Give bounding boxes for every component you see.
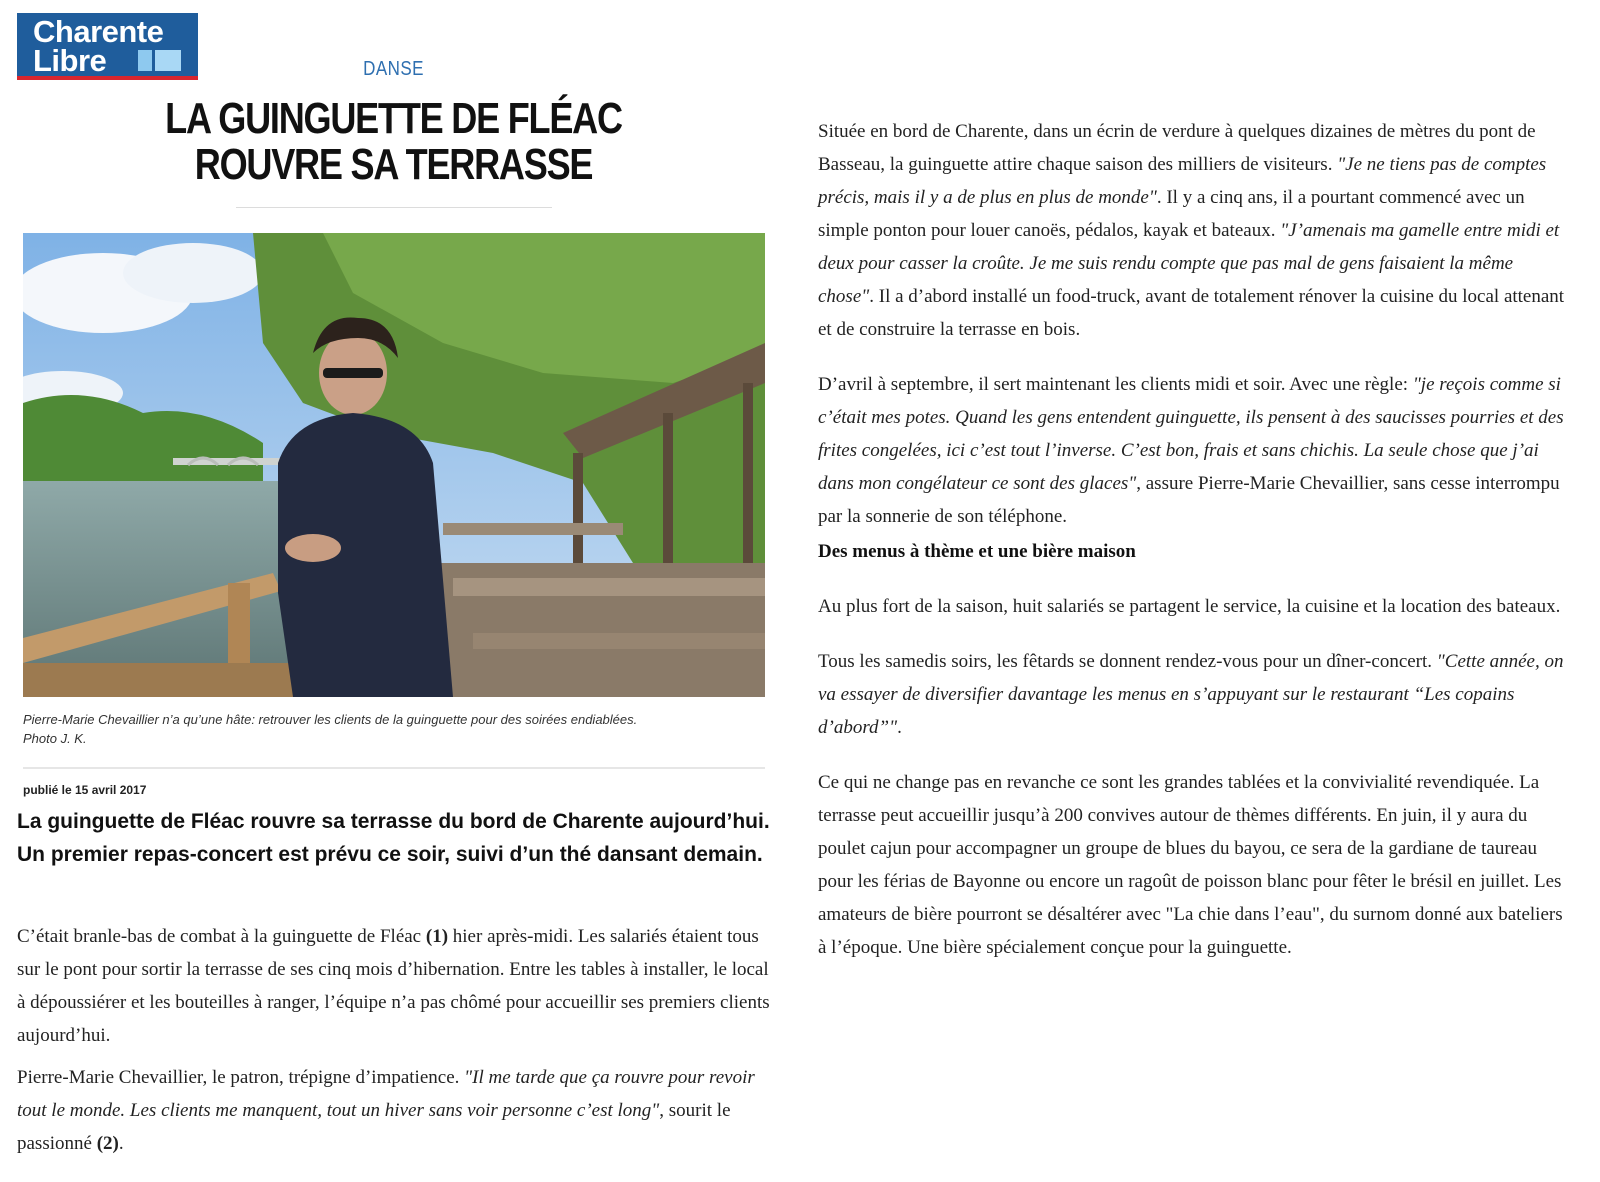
paragraph-5: Au plus fort de la saison, huit salariés se partagent le service, la cuisine et la location des bateaux. bbox=[818, 596, 1561, 617]
photo-illustration bbox=[23, 233, 765, 697]
paragraph-1: C’était branle-bas de combat à la guinguette de Fléac (1) hier après-midi. Les salariés étaient tous sur le pont pour sortir la terrasse de ses cinq mois d’hibernation. Entre les tables à installer, le local à dépoussiérer et les bouteilles à ranger, l’équipe n’a pas chômé pour accueillir ses premiers clients aujourd’hui. bbox=[17, 926, 770, 1046]
quote: "J’amenais ma gamelle entre midi et deux pour casser la croûte. Je me suis rendu compte que pas mal de gens faisaient la même chose" bbox=[818, 220, 1560, 307]
paragraph-6: Tous les samedis soirs, les fêtards se donnent rendez-vous pour un dîner-concert. "Cette année, on va essayer de diversifier davantage les menus en s’appuyant sur le restaurant “Les copains d’abord”". bbox=[818, 651, 1564, 738]
paragraph-3: Située en bord de Charente, dans un écrin de verdure à quelques dizaines de mètres du pont de Basseau, la guinguette attire chaque saison des milliers de visiteurs. "Je ne tiens pas de comptes précis, mais il y a de plus en plus de monde". Il y a cinq ans, il a pourtant commencé avec un simple ponton pour louer canoës, pédalos, kayak et bateaux. "J’amenais ma gamelle entre midi et deux pour casser la croûte. Je me suis rendu compte que pas mal de gens faisaient la même chose". Il a d’abord installé un food-truck, avant de totalement rénover la cuisine du local attenant et de construire la terrasse en bois. bbox=[818, 121, 1565, 340]
article-photo[interactable] bbox=[23, 233, 765, 697]
article-body-right bbox=[818, 115, 1568, 986]
photo-caption bbox=[23, 710, 765, 748]
title-divider bbox=[236, 207, 552, 208]
caption-divider bbox=[23, 767, 765, 769]
section-subheading: Des menus à thème et une bière maison bbox=[818, 541, 1136, 562]
quote: "Je ne tiens pas de comptes précis, mais il y a de plus en plus de monde" bbox=[818, 154, 1547, 208]
quote: "Cette année, on va essayer de diversifier davantage les menus en s’appuyant sur le restaurant “Les copains d’abord”" bbox=[818, 651, 1564, 738]
caption-text: Pierre-Marie Chevaillier n’a qu’une hâte: retrouver les clients de la guinguette pour des soirées endiablées. bbox=[23, 712, 638, 727]
paragraph-7: Ce qui ne change pas en revanche ce sont les grandes tablées et la convivialité revendiquée. La terrasse peut accueillir jusqu’à 200 convives autour de thèmes différents. En juin, il y aura du poulet cajun pour accompagner un groupe de blues du bayou, ce sera de la gardiane de taureau pour les férias de Bayonne ou encore un ragoût de poisson blanc pour fêter le brésil en juillet. Les amateurs de bière pourront se désaltérer avec "La chie dans l’eau", du surnom donné aux bateliers à l’époque. Une bière spécialement conçue pour la guinguette. bbox=[818, 772, 1563, 958]
section-kicker[interactable]: DANSE bbox=[363, 58, 424, 80]
quote: "je reçois comme si c’était mes potes. Quand les gens entendent guinguette, ils pensent à des saucisses pourries et des frites congelées, ici c’est tout l’inverse. C’est bon, frais et sans chichis. La seule chose que j’ai dans mon congélateur ce sont des glaces" bbox=[818, 374, 1564, 494]
paragraph-2: Pierre-Marie Chevaillier, le patron, trépigne d’impatience. "Il me tarde que ça rouvre pour revoir tout le monde. Les clients me manquent, tout un hiver sans voir personne c’est long", sourit le passionné (2). bbox=[17, 1067, 755, 1154]
quote: "Il me tarde que ça rouvre pour revoir tout le monde. Les clients me manquent, tout un hiver sans voir personne c’est long" bbox=[17, 1067, 755, 1121]
article-body-left bbox=[17, 920, 777, 1169]
publication-date: publié le 15 avril 2017 bbox=[23, 783, 147, 797]
article-title: LA GUINGUETTE DE FLÉAC ROUVRE SA TERRASSE bbox=[165, 94, 622, 189]
footnote-ref-2: (2) bbox=[96, 1133, 119, 1154]
logo-text-line1: Charente bbox=[33, 14, 164, 49]
paragraph-4: D’avril à septembre, il sert maintenant les clients midi et soir. Avec une règle: "je reçois comme si c’était mes potes. Quand les gens entendent guinguette, ils pensent à des saucisses pourries et des frites congelées, ici c’est tout l’inverse. C’est bon, frais et sans chichis. La seule chose que j’ai dans mon congélateur ce sont des glaces", assure Pierre-Marie Chevaillier, sans cesse interrompu par la sonnerie de son téléphone. bbox=[818, 374, 1564, 527]
footnote-ref-1: (1) bbox=[425, 926, 449, 947]
logo-text-line2: Libre bbox=[33, 43, 107, 78]
photo-credit: Photo J. K. bbox=[23, 731, 87, 746]
article-lede: La guinguette de Fléac rouvre sa terrasse du bord de Charente aujourd’hui. Un premier repas-concert est prévu ce soir, suivi d’un thé dansant demain. bbox=[17, 810, 770, 866]
